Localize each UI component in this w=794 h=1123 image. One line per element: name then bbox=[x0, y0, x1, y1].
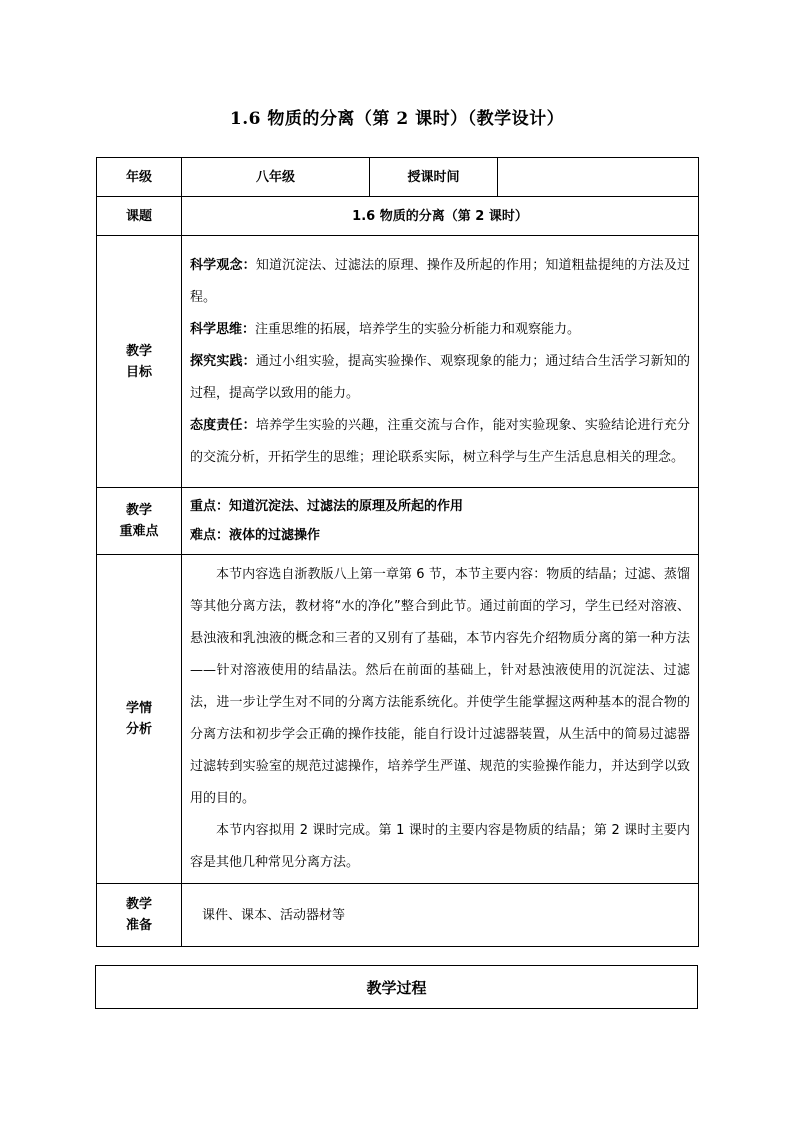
analysis-label bbox=[97, 555, 182, 884]
grade-row bbox=[97, 158, 699, 197]
topic-label: 课题 bbox=[97, 197, 182, 236]
key-points-content bbox=[182, 488, 699, 555]
key-points-label-line1: 教学 bbox=[125, 503, 152, 518]
objective-lead: 科学观念： bbox=[190, 257, 256, 273]
objectives-label bbox=[97, 236, 182, 488]
preparation-label bbox=[97, 884, 182, 947]
preparation-row bbox=[97, 884, 699, 947]
grade-label: 年级 bbox=[97, 158, 182, 197]
document-title: 1.6 物质的分离（第 2 课时）（教学设计） bbox=[229, 109, 565, 129]
objective-lead: 科学思维： bbox=[190, 321, 256, 337]
objective-text: 注重思维的拓展，培养学生的实验分析能力和观察能力。 bbox=[255, 321, 581, 337]
topic-value: 1.6 物质的分离（第 2 课时） bbox=[182, 197, 699, 236]
objective-item bbox=[190, 250, 690, 314]
difficulty-point: 难点：液体的过滤操作 bbox=[190, 528, 321, 543]
time-value bbox=[498, 158, 699, 197]
analysis-label-line2: 分析 bbox=[125, 722, 152, 737]
teaching-process-heading: 教学过程 bbox=[95, 965, 698, 1009]
objective-item bbox=[190, 314, 690, 346]
objective-text: 通过小组实验，提高实验操作、观察现象的能力；通过结合生活学习新知的过程，提高学以致用的能力。 bbox=[190, 353, 690, 401]
objective-item bbox=[190, 410, 690, 474]
time-label: 授课时间 bbox=[370, 158, 498, 197]
objective-lead: 态度责任： bbox=[190, 417, 256, 433]
analysis-label-line1: 学情 bbox=[125, 701, 152, 716]
topic-row bbox=[97, 197, 699, 236]
analysis-paragraph-2: 本节内容拟用 2 课时完成。第 1 课时的主要内容是物质的结晶；第 2 课时主要内容是其他几种常见分离方法。 bbox=[190, 823, 690, 870]
objective-item bbox=[190, 346, 690, 410]
objectives-content bbox=[182, 236, 699, 488]
key-points-label bbox=[97, 488, 182, 555]
key-point: 重点：知道沉淀法、过滤法的原理及所起的作用 bbox=[190, 499, 464, 514]
objectives-row bbox=[97, 236, 699, 488]
analysis-paragraph-1: 本节内容选自浙教版八上第一章第 6 节，本节主要内容：物质的结晶；过滤、蒸馏等其他分离方法，教材将“水的净化”整合到此节。通过前面的学习，学生已经对溶液、悬浊液和乳浊液的概念和三者的又别有了基础，本节内容先介绍物质分离的第一种方法——针对溶液使用的结晶法。然后在前面的基础上，针对悬浊液使用的沉淀法、过滤法，进一步让学生对不同的分离方法能系统化。并使学生能掌握这两种基本的混合物的分离方法和初步学会正确的操作技能，能自行设计过滤器装置，从生活中的简易过滤器过滤转到实验室的规范过滤操作，培养学生严谨、规范的实验操作能力，并达到学以致用的目的。 bbox=[190, 567, 690, 806]
objective-text: 培养学生实验的兴趣，注重交流与合作，能对实验现象、实验结论进行充分的交流分析，开拓学生的思维；理论联系实际，树立科学与生产生活息息相关的理念。 bbox=[190, 417, 690, 465]
key-points-label-line2: 重难点 bbox=[119, 524, 159, 539]
analysis-content bbox=[182, 555, 699, 884]
objective-lead: 探究实践： bbox=[190, 353, 256, 369]
objectives-label-line1: 教学 bbox=[125, 343, 152, 359]
preparation-label-line1: 教学 bbox=[125, 897, 152, 912]
objectives-label-line2: 目标 bbox=[125, 364, 152, 380]
preparation-label-line2: 准备 bbox=[125, 918, 152, 933]
analysis-row bbox=[97, 555, 699, 884]
preparation-value: 课件、课本、活动器材等 bbox=[182, 884, 699, 947]
key-points-row bbox=[97, 488, 699, 555]
lesson-plan-table bbox=[96, 157, 699, 947]
objective-text: 知道沉淀法、过滤法的原理、操作及所起的作用；知道粗盐提纯的方法及过程。 bbox=[190, 257, 690, 305]
grade-value: 八年级 bbox=[182, 158, 370, 197]
